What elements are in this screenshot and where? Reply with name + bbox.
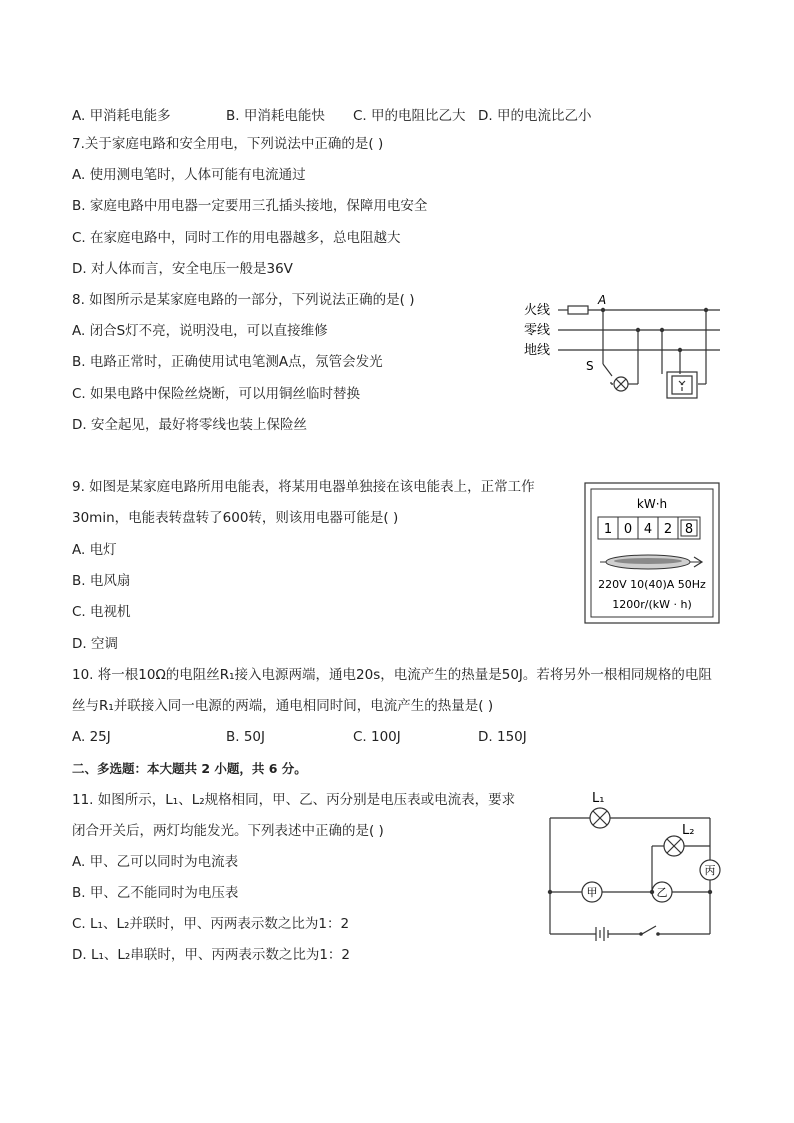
q10-line1: 10. 将一根10Ω的电阻丝R₁接入电源两端，通电20s，电流产生的热量是50J。若将另外一根相同规格的电阻: [72, 667, 712, 683]
q10-line2: 丝与R₁并联接入同一电源的两端，通电相同时间，电流产生的热量是( ): [72, 698, 494, 714]
meter-unit: kW·h: [636, 497, 668, 511]
q7-option-a: A. 使用测电笔时，人体可能有电流通过: [72, 167, 306, 183]
q9-option-a: A. 电灯: [72, 542, 117, 558]
q11-circuit-diagram: [540, 786, 726, 946]
q10-option-a: A. 25J: [72, 729, 111, 745]
ground-wire-label: 地线: [524, 343, 551, 358]
q6-option-d: D. 甲的电流比乙小: [478, 108, 592, 124]
q10-option-d: D. 150J: [478, 729, 527, 745]
q7-option-d: D. 对人体而言，安全电压一般是36V: [72, 261, 293, 277]
q9-stem-line1: 9. 如图是某家庭电路所用电能表，将某用电器单独接在该电能表上，正常工作: [72, 479, 535, 495]
q9-stem-line2: 30min，电能表转盘转了600转，则该用电器可能是( ): [72, 510, 399, 526]
q11-option-c: C. L₁、L₂并联时，甲、丙两表示数之比为1：2: [72, 916, 350, 932]
meter-constant: 1200r/(kW · h): [612, 598, 692, 611]
l2-label: L₂: [682, 823, 695, 838]
q6-option-b: B. 甲消耗电能快: [226, 108, 325, 124]
q9-option-d: D. 空调: [72, 636, 118, 652]
q8-option-c: C. 如果电路中保险丝烧断，可以用铜丝临时替换: [72, 386, 361, 402]
meter-digit-5: 8: [684, 522, 694, 537]
meter-digit-3: 4: [643, 522, 653, 537]
meter-jia-label: 甲: [586, 886, 598, 899]
q10-option-c: C. 100J: [353, 729, 401, 745]
fuse: [568, 306, 588, 314]
meter-bing-label: 丙: [704, 864, 716, 877]
q11-option-d: D. L₁、L₂串联时，甲、丙两表示数之比为1：2: [72, 947, 351, 963]
q11-option-b: B. 甲、乙不能同时为电压表: [72, 885, 239, 901]
q7-stem: 7.关于家庭电路和安全用电，下列说法中正确的是( ): [72, 136, 384, 152]
live-wire-label: 火线: [524, 303, 551, 318]
meter-digit-4: 2: [663, 522, 673, 537]
q9-option-c: C. 电视机: [72, 604, 131, 620]
q8-option-d: D. 安全起见，最好将零线也装上保险丝: [72, 417, 307, 433]
electricity-meter: [584, 482, 720, 624]
q7-option-c: C. 在家庭电路中，同时工作的用电器越多，总电阻越大: [72, 230, 401, 246]
l1-label: L₁: [592, 791, 605, 806]
meter-digit-2: 0: [623, 522, 633, 537]
switch-s-label: S: [586, 359, 594, 373]
meter-rating: 220V 10(40)A 50Hz: [598, 578, 706, 591]
q6-option-c: C. 甲的电阻比乙大: [353, 108, 466, 124]
q11-line2: 闭合开关后，两灯均能发光。下列表述中正确的是( ): [72, 823, 384, 839]
q11-line1: 11. 如图所示，L₁、L₂规格相同，甲、乙、丙分别是电压表或电流表，要求: [72, 792, 516, 808]
q6-option-a: A. 甲消耗电能多: [72, 108, 171, 124]
q11-option-a: A. 甲、乙可以同时为电流表: [72, 854, 239, 870]
q8-option-a: A. 闭合S灯不亮，说明没电，可以直接维修: [72, 323, 328, 339]
point-a-label: A: [598, 293, 607, 307]
meter-digit-1: 1: [603, 522, 613, 537]
neutral-wire-label: 零线: [524, 323, 551, 338]
q9-option-b: B. 电风扇: [72, 573, 131, 589]
q8-stem: 8. 如图所示是某家庭电路的一部分，下列说法正确的是( ): [72, 292, 415, 308]
q8-option-b: B. 电路正常时，正确使用试电笔测A点，氖管会发光: [72, 354, 383, 370]
q8-circuit-diagram: [520, 290, 730, 405]
meter-yi-label: 乙: [656, 886, 668, 899]
q10-option-b: B. 50J: [226, 729, 266, 745]
section2-heading: 二、多选题：本大题共 2 小题，共 6 分。: [72, 761, 307, 776]
q7-option-b: B. 家庭电路中用电器一定要用三孔插头接地，保障用电安全: [72, 198, 428, 214]
